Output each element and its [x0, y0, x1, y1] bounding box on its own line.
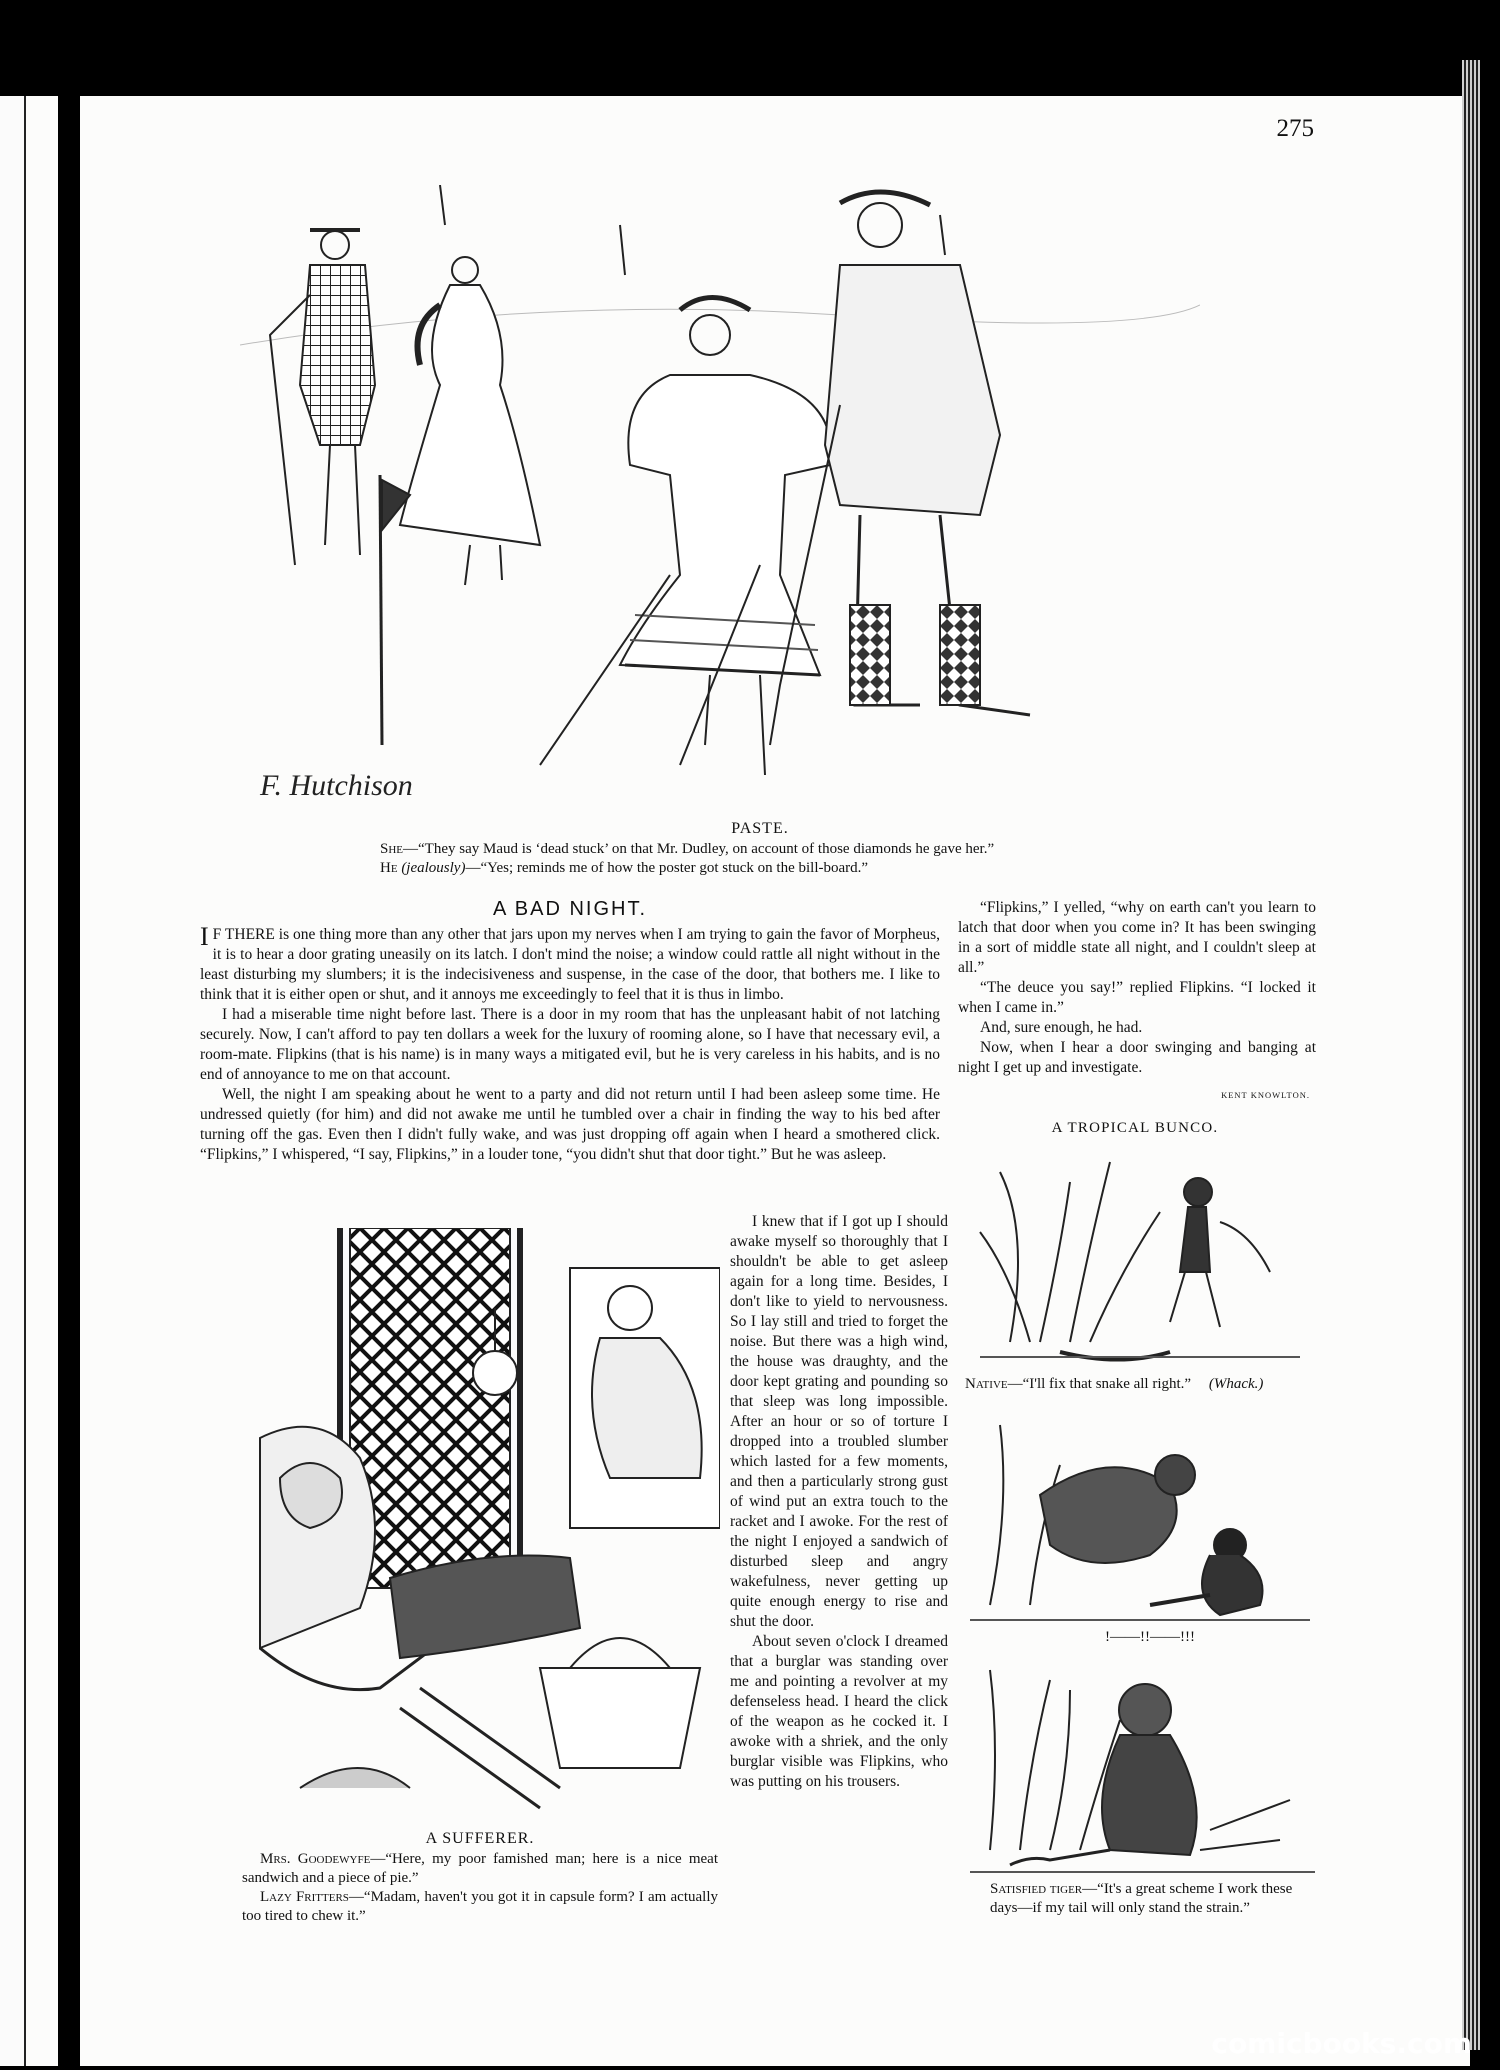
paste-line-2-text: —“Yes; reminds me of how the poster got stuck on the bill-board.”	[465, 860, 869, 876]
golf-illustration	[240, 185, 1200, 805]
bunco-speaker-tiger: Satisfied tiger	[990, 1881, 1083, 1897]
paste-speaker-he: He	[380, 860, 398, 876]
bad-night-paragraph-7: “The deuce you say!” replied Flipkins. “I locked it when I came in.”	[958, 979, 1316, 1016]
bunco-speaker-native: Native	[965, 1376, 1008, 1392]
paste-caption	[380, 840, 1140, 878]
bad-night-paragraph-6: “Flipkins,” I yelled, “why on earth can't you learn to latch that door when you come in? It has been swinging in a sort of middle state all night, and I couldn't sleep at all.”	[958, 899, 1316, 976]
sufferer-illustration	[240, 1228, 720, 1828]
bunco-panel-2	[970, 1405, 1310, 1627]
bad-night-right-column	[958, 898, 1316, 1078]
bad-night-paragraph-8: And, sure enough, he had.	[980, 1019, 1143, 1036]
sufferer-line-1	[242, 1850, 718, 1888]
bunco-caption-1	[965, 1375, 1315, 1394]
paste-line-1-text: —“They say Maud is ‘dead stuck’ on that Mr. Dudley, on account of those diamonds he gave her.”	[403, 841, 995, 857]
bad-night-middle-column	[730, 1212, 948, 1792]
page-edges	[1462, 60, 1480, 2050]
bad-night-paragraph-4: I knew that if I got up I should awake myself so thoroughly that I shouldn't be able to get asleep again for a long time. Besides, I don't like to yield to nervousness. So I lay still and tried to forget the noise. But there was a high wind, the house was draughty, and the door kept grating and pounding so that sleep was long impossible. After an hour or so of torture I dropped into a troubled slumber which lasted for a few moments, and then a particularly strong gust of wind put an extra touch to the racket and I awoke. For the rest of the night I enjoyed a sandwich of disturbed sleep and angry wakefulness, never getting up quite enough energy to rise and shut the door.	[730, 1213, 948, 1630]
drop-cap: I	[200, 922, 209, 951]
bad-night-paragraph-3: Well, the night I am speaking about he went to a party and did not return until I had been asleep some time. He undressed quietly (for him) and did not awake me until he tumbled over a chair in finding the way to his bed after turning off the gas. Even then I didn't fully wake, and was just dropping off again when I heard a smothered click. “Flipkins,” I whispered, “I say, Flipkins,” in a louder tone, “you didn't shut that door tight.” But he was asleep.	[200, 1086, 940, 1163]
bunco-caption-1-aside: (Whack.)	[1208, 1376, 1264, 1392]
sufferer-caption	[242, 1850, 718, 1926]
bunco-caption-2: !——!!——!!!	[1105, 1629, 1195, 1645]
sufferer-title: A SUFFERER.	[425, 1830, 535, 1847]
bad-night-title: A BAD NIGHT.	[492, 898, 648, 920]
bunco-panel-3	[970, 1650, 1315, 1880]
paste-aside: (jealously)	[401, 860, 466, 876]
bad-night-paragraph-5: About seven o'clock I dreamed that a burglar was standing over me and pointing a revolver at my defenseless head. I heard the click of the weapon as he cocked it. I awoke with a shriek, and the only burglar visible was Flipkins, who was putting on his trousers.	[730, 1633, 948, 1790]
bad-night-paragraph-1: I F THERE is one thing more than any other that jars upon my nerves when I am trying to gain the favor of Morpheus, it is to hear a door grating uneasily on its latch. I don't mind the noise; a window could rattle all night without in the least disturbing my slumbers; it is the indecisiveness and suspense, in the case of the door, that bothers me. I like to think that it is either open or shut, and it annoys me exceedingly to feel that it is thus in limbo.	[200, 922, 940, 1003]
paste-line-1	[380, 840, 1140, 859]
book-spine	[58, 96, 80, 2070]
artist-signature: F. Hutchison	[260, 769, 413, 802]
page-number: 275	[1276, 115, 1314, 142]
bad-night-paragraph-2: I had a miserable time night before last. There is a door in my room that has the unpleasant habit of not latching securely. Now, I can't afford to pay ten dollars a week for the luxury of rooming alone, so I have that necessary evil, a room-mate. Flipkins (that is his name) is in many ways a mitigated evil, but he is very careless in his habits, and is no end of annoyance to me on that account.	[200, 1006, 940, 1083]
bunco-title: A TROPICAL BUNCO.	[1051, 1120, 1219, 1136]
sufferer-line-2	[242, 1888, 718, 1926]
paste-line-2	[380, 859, 1140, 878]
bad-night-paragraph-9: Now, when I hear a door swinging and banging at night I get up and investigate.	[958, 1039, 1316, 1076]
paste-speaker-she: She	[380, 841, 404, 857]
paste-title: PASTE.	[731, 820, 789, 837]
bunco-panel-1	[970, 1152, 1310, 1370]
bunco-caption-3-text: —“It's a great scheme I work these days—if my tail will only stand the strain.”	[990, 1881, 1293, 1916]
sufferer-line-1-text: —“Here, my poor famished man; here is a nice meat sandwich and a piece of pie.”	[242, 1851, 719, 1886]
bunco-caption-3	[990, 1880, 1320, 1918]
bad-night-top-column	[200, 922, 940, 1165]
sufferer-speaker-2: Lazy Fritters	[260, 1889, 349, 1905]
sufferer-line-2-text: —“Madam, haven't you got it in capsule form? I am actually too tired to chew it.”	[242, 1889, 718, 1924]
author-byline: KENT KNOWLTON.	[1221, 1090, 1310, 1100]
bunco-caption-1-text: —“I'll fix that snake all right.”	[1007, 1376, 1192, 1392]
sufferer-speaker-1: Mrs. Goodewyfe	[260, 1851, 371, 1867]
watermark: comicbooks.com	[1211, 2027, 1472, 2060]
